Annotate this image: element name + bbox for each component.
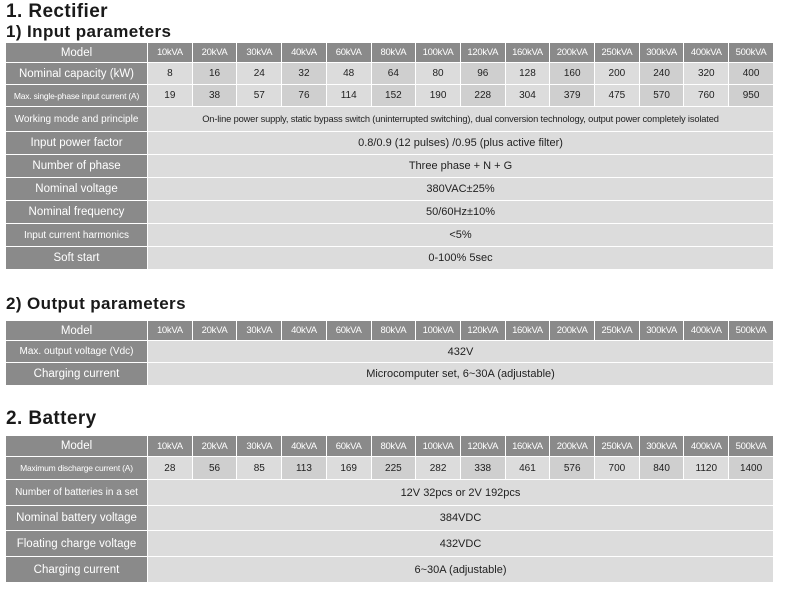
spanned-value-cell: Microcomputer set, 6~30A (adjustable) — [148, 363, 774, 386]
model-header-cell: 200kVA — [550, 436, 595, 457]
spanned-value-cell: 0-100% 5sec — [148, 247, 774, 270]
model-header-cell: 60kVA — [327, 436, 372, 457]
model-header-cell: 200kVA — [550, 43, 595, 63]
value-cell: 19 — [148, 85, 193, 107]
row-label-nominal-frequency: Nominal frequency — [6, 201, 148, 224]
model-header-cell: 40kVA — [282, 321, 327, 341]
table-row — [6, 201, 774, 224]
model-header-cell: 30kVA — [237, 321, 282, 341]
value-cell: 48 — [327, 63, 372, 85]
table-row — [6, 132, 774, 155]
row-label-input-current-harmonics: Input current harmonics — [6, 224, 148, 247]
value-cell: 24 — [237, 63, 282, 85]
value-cell: 80 — [416, 63, 461, 85]
model-header-cell: 120kVA — [461, 321, 506, 341]
model-header-cell: 40kVA — [282, 43, 327, 63]
value-cell: 56 — [193, 457, 238, 480]
model-header-cell: 300kVA — [640, 436, 685, 457]
section-heading-battery: 2. Battery — [6, 408, 97, 429]
model-header-cell: 40kVA — [282, 436, 327, 457]
model-header-cell: 300kVA — [640, 43, 685, 63]
spanned-value-cell: 432VDC — [148, 531, 774, 557]
row-label-floating-charge-voltage: Floating charge voltage — [6, 531, 148, 557]
row-label-max-single-phase-input-current-a: Max. single-phase input current (A) — [6, 85, 148, 107]
subsection-heading-output-parameters: 2) Output parameters — [6, 294, 186, 313]
table-row — [6, 341, 774, 363]
row-label-nominal-voltage: Nominal voltage — [6, 178, 148, 201]
value-cell: 76 — [282, 85, 327, 107]
table-row — [6, 85, 774, 107]
value-cell: 1120 — [684, 457, 729, 480]
table-row — [6, 107, 774, 132]
model-header-cell: 30kVA — [237, 436, 282, 457]
model-header-cell: 400kVA — [684, 436, 729, 457]
spanned-value-cell: 380VAC±25% — [148, 178, 774, 201]
spanned-value-cell: Three phase + N + G — [148, 155, 774, 178]
value-cell: 128 — [506, 63, 551, 85]
model-header-cell: 250kVA — [595, 321, 640, 341]
value-cell: 160 — [550, 63, 595, 85]
model-header-cell: 20kVA — [193, 43, 238, 63]
model-header-cell: 10kVA — [148, 436, 193, 457]
table-row — [6, 224, 774, 247]
model-header-cell: 400kVA — [684, 321, 729, 341]
value-cell: 200 — [595, 63, 640, 85]
model-header-cell: 10kVA — [148, 43, 193, 63]
model-header-cell: 500kVA — [729, 321, 774, 341]
value-cell: 338 — [461, 457, 506, 480]
value-cell: 8 — [148, 63, 193, 85]
table-row — [6, 363, 774, 386]
row-label-soft-start: Soft start — [6, 247, 148, 270]
spanned-value-cell: 0.8/0.9 (12 pulses) /0.95 (plus active filter) — [148, 132, 774, 155]
value-cell: 16 — [193, 63, 238, 85]
model-header-cell: 160kVA — [506, 321, 551, 341]
value-cell: 96 — [461, 63, 506, 85]
value-cell: 304 — [506, 85, 551, 107]
model-header-row — [6, 321, 774, 341]
row-label-charging-current: Charging current — [6, 363, 148, 386]
battery-table — [6, 436, 774, 583]
model-header-cell: 100kVA — [416, 436, 461, 457]
model-header-cell: 100kVA — [416, 321, 461, 341]
model-header-cell: 120kVA — [461, 43, 506, 63]
value-cell: 1400 — [729, 457, 774, 480]
table-row — [6, 531, 774, 557]
row-label-nominal-capacity-kw: Nominal capacity (kW) — [6, 63, 148, 85]
row-label-max-output-voltage-vdc: Max. output voltage (Vdc) — [6, 341, 148, 363]
model-label: Model — [6, 321, 148, 341]
row-label-number-of-phase: Number of phase — [6, 155, 148, 178]
model-header-cell: 80kVA — [372, 436, 417, 457]
value-cell: 190 — [416, 85, 461, 107]
model-header-cell: 80kVA — [372, 321, 417, 341]
model-header-row — [6, 43, 774, 63]
model-header-cell: 160kVA — [506, 43, 551, 63]
row-label-charging-current: Charging current — [6, 557, 148, 583]
value-cell: 760 — [684, 85, 729, 107]
model-header-cell: 60kVA — [327, 321, 372, 341]
table-row — [6, 155, 774, 178]
model-header-cell: 60kVA — [327, 43, 372, 63]
value-cell: 282 — [416, 457, 461, 480]
model-header-cell: 10kVA — [148, 321, 193, 341]
model-header-cell: 400kVA — [684, 43, 729, 63]
table-row — [6, 506, 774, 531]
value-cell: 85 — [237, 457, 282, 480]
model-header-cell: 500kVA — [729, 43, 774, 63]
model-header-cell: 80kVA — [372, 43, 417, 63]
model-header-cell: 200kVA — [550, 321, 595, 341]
spanned-value-cell: <5% — [148, 224, 774, 247]
model-header-cell: 160kVA — [506, 436, 551, 457]
value-cell: 57 — [237, 85, 282, 107]
value-cell: 240 — [640, 63, 685, 85]
value-cell: 570 — [640, 85, 685, 107]
model-header-cell: 120kVA — [461, 436, 506, 457]
row-label-maximum-discharge-current-a: Maximum discharge current (A) — [6, 457, 148, 480]
model-header-cell: 300kVA — [640, 321, 685, 341]
table-row — [6, 247, 774, 270]
model-header-row — [6, 436, 774, 457]
value-cell: 379 — [550, 85, 595, 107]
subsection-heading-input-parameters: 1) Input parameters — [6, 22, 172, 41]
spanned-value-cell: On-line power supply, static bypass switch (uninterrupted switching), dual conversion technology, output power completely isolated — [148, 107, 774, 132]
spanned-value-cell: 12V 32pcs or 2V 192pcs — [148, 480, 774, 506]
model-header-cell: 20kVA — [193, 321, 238, 341]
value-cell: 38 — [193, 85, 238, 107]
section-heading-rectifier: 1. Rectifier — [6, 1, 108, 22]
value-cell: 32 — [282, 63, 327, 85]
spanned-value-cell: 384VDC — [148, 506, 774, 531]
row-label-input-power-factor: Input power factor — [6, 132, 148, 155]
model-label: Model — [6, 436, 148, 457]
model-label: Model — [6, 43, 148, 63]
input-parameters-table — [6, 43, 774, 270]
row-label-number-of-batteries-in-a-set: Number of batteries in a set — [6, 480, 148, 506]
spanned-value-cell: 432V — [148, 341, 774, 363]
value-cell: 461 — [506, 457, 551, 480]
value-cell: 320 — [684, 63, 729, 85]
value-cell: 28 — [148, 457, 193, 480]
row-label-working-mode-and-principle: Working mode and principle — [6, 107, 148, 132]
table-row — [6, 480, 774, 506]
output-parameters-table — [6, 321, 774, 386]
value-cell: 114 — [327, 85, 372, 107]
value-cell: 113 — [282, 457, 327, 480]
table-row — [6, 63, 774, 85]
row-label-nominal-battery-voltage: Nominal battery voltage — [6, 506, 148, 531]
value-cell: 225 — [372, 457, 417, 480]
model-header-cell: 250kVA — [595, 436, 640, 457]
table-row — [6, 178, 774, 201]
spanned-value-cell: 6~30A (adjustable) — [148, 557, 774, 583]
value-cell: 152 — [372, 85, 417, 107]
value-cell: 576 — [550, 457, 595, 480]
value-cell: 169 — [327, 457, 372, 480]
value-cell: 950 — [729, 85, 774, 107]
value-cell: 475 — [595, 85, 640, 107]
model-header-cell: 250kVA — [595, 43, 640, 63]
value-cell: 228 — [461, 85, 506, 107]
value-cell: 840 — [640, 457, 685, 480]
model-header-cell: 20kVA — [193, 436, 238, 457]
value-cell: 400 — [729, 63, 774, 85]
model-header-cell: 500kVA — [729, 436, 774, 457]
model-header-cell: 100kVA — [416, 43, 461, 63]
model-header-cell: 30kVA — [237, 43, 282, 63]
table-row — [6, 457, 774, 480]
table-row — [6, 557, 774, 583]
value-cell: 64 — [372, 63, 417, 85]
value-cell: 700 — [595, 457, 640, 480]
spanned-value-cell: 50/60Hz±10% — [148, 201, 774, 224]
